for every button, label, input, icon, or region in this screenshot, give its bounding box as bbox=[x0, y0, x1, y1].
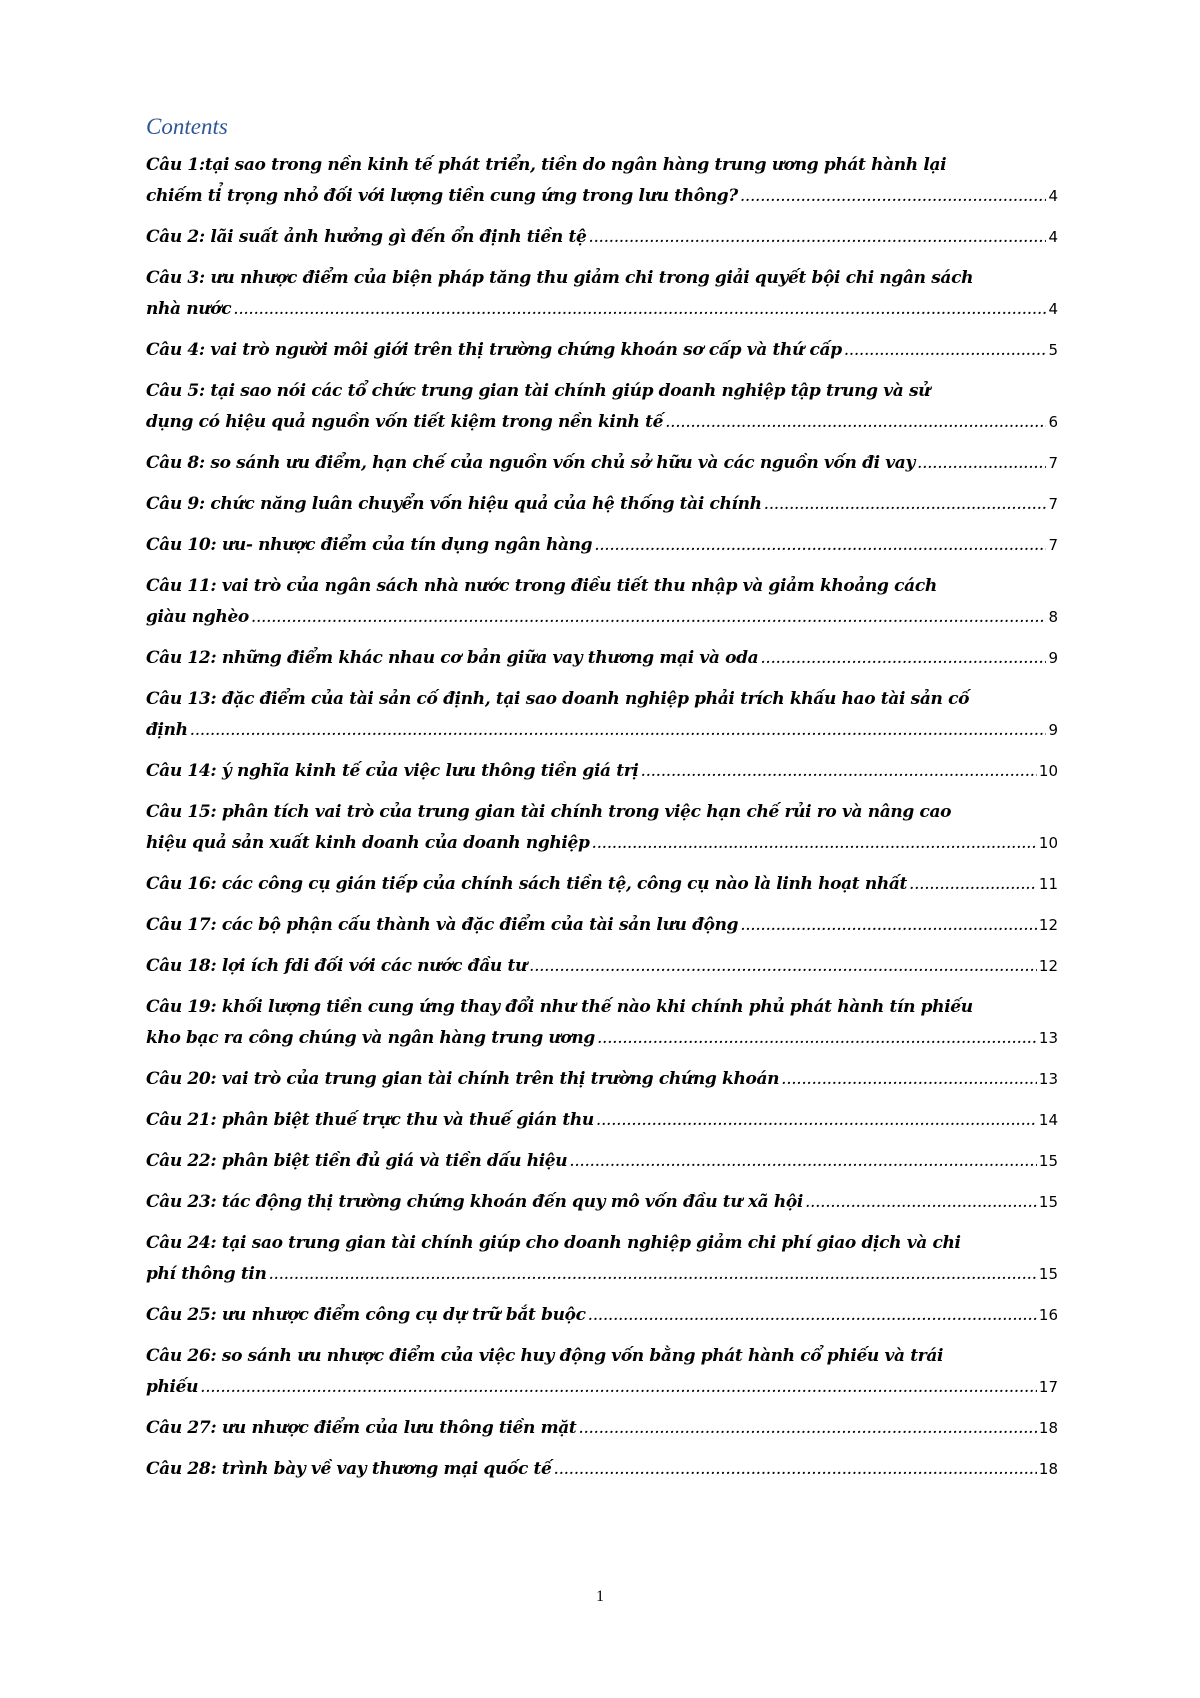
toc-entry-row bbox=[146, 1064, 1058, 1095]
toc-entry[interactable] bbox=[146, 951, 1058, 982]
toc-entry-page: 9 bbox=[1048, 649, 1058, 667]
toc-dot-leader bbox=[760, 643, 1046, 674]
toc-dot-leader bbox=[588, 222, 1046, 253]
toc-entry-title-line1: Câu 26: so sánh ưu nhược điểm của việc huy động vốn bằng phát hành cổ phiếu và trái bbox=[146, 1346, 944, 1366]
toc-entry-page: 4 bbox=[1048, 300, 1058, 318]
toc-entry-title-line1: Câu 19: khối lượng tiền cung ứng thay đổi như thế nào khi chính phủ phát hành tín phiếu bbox=[146, 997, 973, 1017]
toc-entry-title: Câu 25: ưu nhược điểm công cụ dự trữ bắt buộc bbox=[146, 1305, 586, 1325]
toc-entry-row bbox=[146, 222, 1058, 253]
toc-dot-leader bbox=[554, 1454, 1037, 1485]
toc-entry-title: Câu 20: vai trò của trung gian tài chính trên thị trường chứng khoán bbox=[146, 1069, 780, 1089]
toc-dot-leader bbox=[596, 1105, 1037, 1136]
toc-entry-title: Câu 18: lợi ích fdi đối với các nước đầu tư bbox=[146, 956, 528, 976]
toc-entry[interactable] bbox=[146, 263, 1058, 325]
toc-entry-row bbox=[146, 1372, 1058, 1403]
toc-entry-title: Câu 8: so sánh ưu điểm, hạn chế của nguồn vốn chủ sở hữu và các nguồn vốn đi vay bbox=[146, 453, 916, 473]
toc-entry-title: Câu 9: chức năng luân chuyển vốn hiệu quả của hệ thống tài chính bbox=[146, 494, 762, 514]
toc-dot-leader bbox=[909, 869, 1037, 900]
toc-entry[interactable] bbox=[146, 1228, 1058, 1290]
toc-entry-page: 12 bbox=[1038, 957, 1058, 975]
toc-dot-leader bbox=[597, 1023, 1037, 1054]
toc-entry-title-line1: Câu 1:tại sao trong nền kinh tế phát triển, tiền do ngân hàng trung ương phát hành lại bbox=[146, 155, 947, 175]
toc-entry-page: 15 bbox=[1038, 1265, 1058, 1283]
toc-entry[interactable] bbox=[146, 1105, 1058, 1136]
toc-dot-leader bbox=[588, 1300, 1037, 1331]
toc-entry-title-line1: Câu 24: tại sao trung gian tài chính giúp cho doanh nghiệp giảm chi phí giao dịch và chi bbox=[146, 1233, 961, 1253]
toc-entry[interactable] bbox=[146, 643, 1058, 674]
toc-entry-title: định bbox=[146, 720, 188, 740]
toc-entry-page: 12 bbox=[1038, 916, 1058, 934]
toc-entry-row bbox=[146, 1146, 1058, 1177]
toc-entry-row bbox=[146, 530, 1058, 561]
toc-entry-title: phí thông tin bbox=[146, 1264, 267, 1284]
toc-entry-row bbox=[146, 335, 1058, 366]
toc-entry-title-line1: Câu 5: tại sao nói các tổ chức trung gian tài chính giúp doanh nghiệp tập trung và sử bbox=[146, 381, 931, 401]
toc-entry[interactable] bbox=[146, 797, 1058, 859]
toc-entry[interactable] bbox=[146, 1341, 1058, 1403]
toc-entry-title: Câu 16: các công cụ gián tiếp của chính sách tiền tệ, công cụ nào là linh hoạt nhất bbox=[146, 874, 908, 894]
page-number: 1 bbox=[596, 1588, 604, 1605]
toc-entry-title: Câu 14: ý nghĩa kinh tế của việc lưu thông tiền giá trị bbox=[146, 761, 639, 781]
toc-entry-title: chiếm tỉ trọng nhỏ đối với lượng tiền cung ứng trong lưu thông? bbox=[146, 186, 738, 206]
toc-heading: Contents bbox=[146, 114, 228, 139]
toc-entry-row bbox=[146, 1413, 1058, 1444]
toc-entry-row bbox=[146, 1105, 1058, 1136]
toc-entry-row bbox=[146, 951, 1058, 982]
toc-entry-row bbox=[146, 1300, 1058, 1331]
toc-entry-page: 6 bbox=[1048, 413, 1058, 431]
toc-entry[interactable] bbox=[146, 150, 1058, 212]
toc-entry-page: 13 bbox=[1038, 1029, 1058, 1047]
toc-entry-title: dụng có hiệu quả nguồn vốn tiết kiệm trong nền kinh tế bbox=[146, 412, 664, 432]
toc-entry[interactable] bbox=[146, 1146, 1058, 1177]
toc-entry[interactable] bbox=[146, 756, 1058, 787]
toc-dot-leader bbox=[233, 294, 1046, 325]
toc-entry[interactable] bbox=[146, 1413, 1058, 1444]
toc-entry-page: 13 bbox=[1038, 1070, 1058, 1088]
toc-entry-row bbox=[146, 1187, 1058, 1218]
toc-entry-row bbox=[146, 643, 1058, 674]
toc-entry-title: giàu nghèo bbox=[146, 607, 249, 627]
toc-entry-page: 16 bbox=[1038, 1306, 1058, 1324]
toc-entry[interactable] bbox=[146, 1454, 1058, 1485]
toc-entry-title: Câu 4: vai trò người môi giới trên thị trường chứng khoán sơ cấp và thứ cấp bbox=[146, 340, 842, 360]
toc-entry[interactable] bbox=[146, 376, 1058, 438]
toc-entry-title-line1: Câu 11: vai trò của ngân sách nhà nước trong điều tiết thu nhập và giảm khoảng cách bbox=[146, 576, 937, 596]
toc-entry-page: 17 bbox=[1038, 1378, 1058, 1396]
toc-dot-leader bbox=[740, 910, 1037, 941]
toc-entry[interactable] bbox=[146, 1187, 1058, 1218]
toc-dot-leader bbox=[805, 1187, 1037, 1218]
toc-entry[interactable] bbox=[146, 571, 1058, 633]
toc-dot-leader bbox=[740, 181, 1047, 212]
toc-entry-row bbox=[146, 602, 1058, 633]
toc-entry-row bbox=[146, 294, 1058, 325]
toc-dot-leader bbox=[190, 715, 1047, 746]
toc-entry-row bbox=[146, 181, 1058, 212]
toc-entry-page: 8 bbox=[1048, 608, 1058, 626]
toc-entry-page: 15 bbox=[1038, 1193, 1058, 1211]
toc-entry-row bbox=[146, 910, 1058, 941]
toc-entry-page: 7 bbox=[1048, 495, 1058, 513]
toc-entry-title: Câu 22: phân biệt tiền đủ giá và tiền dấu hiệu bbox=[146, 1151, 568, 1171]
toc-entry-row bbox=[146, 1023, 1058, 1054]
toc-entry-title: Câu 23: tác động thị trường chứng khoán đến quy mô vốn đầu tư xã hội bbox=[146, 1192, 803, 1212]
toc-dot-leader bbox=[592, 828, 1037, 859]
toc-entry[interactable] bbox=[146, 992, 1058, 1054]
toc-entry-row bbox=[146, 1454, 1058, 1485]
toc-dot-leader bbox=[764, 489, 1047, 520]
toc-dot-leader bbox=[917, 448, 1046, 479]
toc-entry-title-line1: Câu 3: ưu nhược điểm của biện pháp tăng thu giảm chi trong giải quyết bội chi ngân sách bbox=[146, 268, 974, 288]
toc-entry-page: 10 bbox=[1038, 834, 1058, 852]
toc-entry-row bbox=[146, 869, 1058, 900]
toc-entry-title: kho bạc ra công chúng và ngân hàng trung ương bbox=[146, 1028, 595, 1048]
toc-dot-leader bbox=[251, 602, 1047, 633]
toc-entry-page: 7 bbox=[1048, 536, 1058, 554]
toc-entry[interactable] bbox=[146, 222, 1058, 253]
toc-entry-page: 4 bbox=[1048, 228, 1058, 246]
toc-entry-page: 5 bbox=[1048, 341, 1058, 359]
toc-entry-page: 9 bbox=[1048, 721, 1058, 739]
toc-entry[interactable] bbox=[146, 489, 1058, 520]
toc-entry-row bbox=[146, 756, 1058, 787]
toc-entry-page: 4 bbox=[1048, 187, 1058, 205]
toc-entry-page: 18 bbox=[1038, 1419, 1058, 1437]
toc-entry-title: Câu 2: lãi suất ảnh hưởng gì đến ổn định tiền tệ bbox=[146, 227, 587, 247]
toc-entry-row bbox=[146, 489, 1058, 520]
toc-dot-leader bbox=[200, 1372, 1037, 1403]
toc-entry-page: 7 bbox=[1048, 454, 1058, 472]
toc-entry[interactable] bbox=[146, 684, 1058, 746]
toc-dot-leader bbox=[594, 530, 1046, 561]
toc-entry-title: Câu 10: ưu- nhược điểm của tín dụng ngân hàng bbox=[146, 535, 593, 555]
toc-dot-leader bbox=[844, 335, 1047, 366]
toc-dot-leader bbox=[569, 1146, 1037, 1177]
toc-entry[interactable] bbox=[146, 448, 1058, 479]
toc-entry-title-line1: Câu 15: phân tích vai trò của trung gian tài chính trong việc hạn chế rủi ro và nâng cao bbox=[146, 802, 952, 822]
toc-dot-leader bbox=[529, 951, 1037, 982]
toc-entry-row bbox=[146, 407, 1058, 438]
toc-entry-row bbox=[146, 715, 1058, 746]
toc-dot-leader bbox=[578, 1413, 1037, 1444]
toc-entry-title: hiệu quả sản xuất kinh doanh của doanh nghiệp bbox=[146, 833, 590, 853]
toc-list bbox=[146, 150, 1058, 1495]
toc-entry[interactable] bbox=[146, 335, 1058, 366]
toc-entry-title: Câu 17: các bộ phận cấu thành và đặc điểm của tài sản lưu động bbox=[146, 915, 739, 935]
toc-entry-title-line1: Câu 13: đặc điểm của tài sản cố định, tại sao doanh nghiệp phải trích khấu hao tài sản cố bbox=[146, 689, 970, 709]
toc-entry-title: Câu 21: phân biệt thuế trực thu và thuế gián thu bbox=[146, 1110, 594, 1130]
toc-entry[interactable] bbox=[146, 869, 1058, 900]
toc-entry-page: 14 bbox=[1038, 1111, 1058, 1129]
toc-entry-title: nhà nước bbox=[146, 299, 232, 319]
toc-entry-title: Câu 27: ưu nhược điểm của lưu thông tiền mặt bbox=[146, 1418, 577, 1438]
toc-entry-row bbox=[146, 1259, 1058, 1290]
toc-entry-page: 15 bbox=[1038, 1152, 1058, 1170]
toc-entry-page: 18 bbox=[1038, 1460, 1058, 1478]
toc-entry-page: 11 bbox=[1038, 875, 1058, 893]
toc-entry-title: Câu 12: những điểm khác nhau cơ bản giữa vay thương mại và oda bbox=[146, 648, 759, 668]
toc-entry-title: Câu 28: trình bày về vay thương mại quốc tế bbox=[146, 1459, 552, 1479]
toc-dot-leader bbox=[641, 756, 1037, 787]
toc-dot-leader bbox=[781, 1064, 1037, 1095]
toc-dot-leader bbox=[665, 407, 1046, 438]
toc-entry[interactable] bbox=[146, 530, 1058, 561]
toc-entry[interactable] bbox=[146, 1300, 1058, 1331]
toc-entry-page: 10 bbox=[1038, 762, 1058, 780]
toc-entry-row bbox=[146, 448, 1058, 479]
toc-entry-title: phiếu bbox=[146, 1377, 199, 1397]
toc-entry[interactable] bbox=[146, 1064, 1058, 1095]
toc-entry-row bbox=[146, 828, 1058, 859]
toc-entry[interactable] bbox=[146, 910, 1058, 941]
toc-dot-leader bbox=[268, 1259, 1036, 1290]
